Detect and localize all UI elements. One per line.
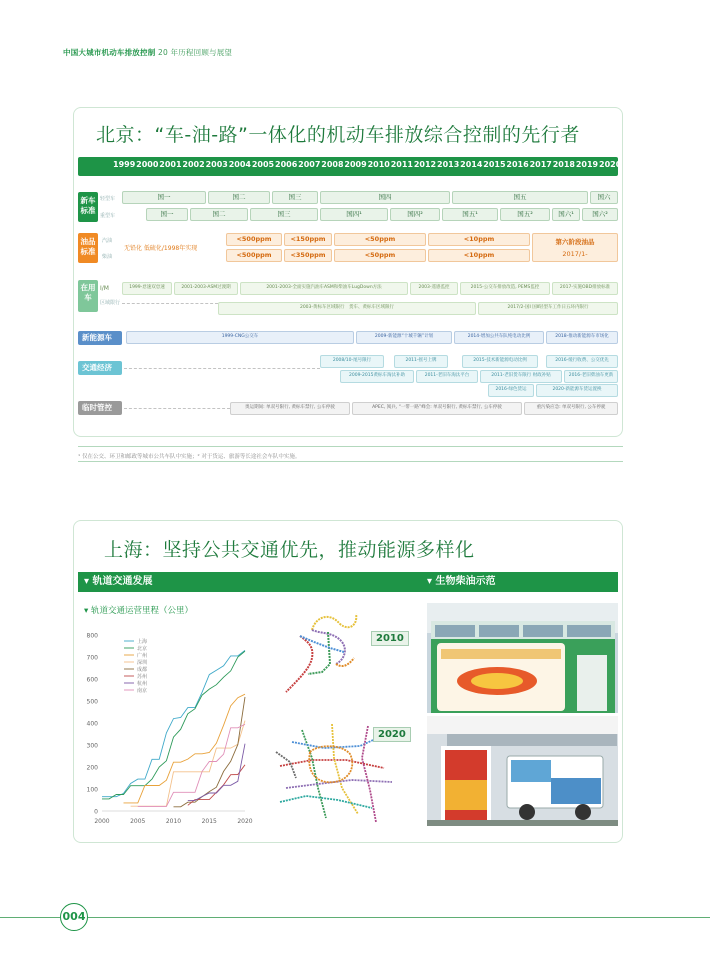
econ-9: 2016-绿色货运 [488, 384, 534, 397]
section-rail-transit: ▾ 轨道交通发展 [78, 572, 423, 592]
diesel-50: <50ppm [334, 249, 426, 262]
temp-3: 重污染应急: 单双号限行, 公车停驶 [524, 402, 618, 415]
econ-10: 2020-新能源车货运置换 [536, 384, 618, 397]
sub-label-light: 轻型车 [100, 196, 116, 202]
year-label: 2000 [136, 160, 159, 169]
year-label: 2015 [483, 160, 506, 169]
section-biodiesel: ▾ 生物柴油示范 [421, 572, 618, 592]
im-5: 2015-公交车排放改造, PEMS监控 [460, 282, 550, 295]
y-tick-label: 500 [86, 698, 98, 706]
im-3: 2001-2003-全面实施汽油车ASM和柴油车LugDown方法 [240, 282, 408, 295]
y-tick-label: 800 [86, 632, 98, 640]
gas-150: <150ppm [284, 233, 332, 246]
nev-2: 2009-新能源“十城千辆”计划 [356, 331, 452, 344]
econ-dash [124, 368, 320, 369]
sub-label-gasoline: 汽油 [102, 238, 113, 244]
year-label: 2010 [367, 160, 390, 169]
zone-2: 2017/2-国Ⅰ 国Ⅱ轻型车工作日五环内限行 [478, 302, 618, 315]
legend-label: 南京 [137, 688, 148, 694]
year-label: 2002 [182, 160, 205, 169]
std-heavy-3: 国三 [250, 208, 318, 221]
std-light-6: 国六 [590, 191, 618, 204]
std-heavy-1: 国一 [146, 208, 188, 221]
series-line-3 [124, 694, 246, 803]
x-tick-label: 2005 [130, 818, 146, 825]
econ-3: 2015-技术新能源电动比例 [462, 355, 538, 368]
sub-label-im: I/M [100, 285, 109, 292]
x-tick-label: 2015 [201, 818, 217, 825]
sub-label-diesel: 柴油 [102, 254, 113, 260]
beijing-footnote: ¹ 仅在公交、环卫和邮政等城市公共车队中实施；² 对于货运、旅游等长途社会车队中实施。 [78, 454, 301, 460]
row-label-nev: 新能源车 [78, 331, 122, 345]
shanghai-title: 上海：坚持公共交通优先，推动能源多样化 [104, 539, 475, 561]
y-tick-label: 300 [86, 742, 98, 750]
rail-mileage-chart [80, 625, 255, 835]
econ-1: 2008/10-尾号限行 [320, 355, 384, 368]
year-label: 2001 [159, 160, 182, 169]
metro-map-2010 [278, 602, 398, 712]
std-heavy-2: 国二 [190, 208, 248, 221]
year-label: 2014 [460, 160, 483, 169]
legend-label: 上海 [137, 639, 148, 645]
y-tick-label: 0 [94, 808, 98, 816]
running-head: 中国大城市机动车排放控制 20 年历程回顾与展望 [63, 48, 233, 57]
page-number: 004 [60, 903, 88, 931]
y-tick-label: 200 [86, 764, 98, 772]
year-label: 2020 [599, 160, 622, 169]
std-heavy-5b: 国五² [500, 208, 550, 221]
y-tick-label: 600 [86, 676, 98, 684]
row-label-fuel: 油品标准 [78, 233, 98, 263]
footer-rule-left [0, 917, 60, 918]
biodiesel-bus-photo [427, 603, 618, 713]
series-line-4 [131, 721, 245, 807]
econ-4: 2016-缓行收费、公交优先 [546, 355, 618, 368]
im-6: 2017-实施OBD排放标准 [552, 282, 618, 295]
nev-3: 2014-增加公共车队纯电动比例 [454, 331, 544, 344]
year-label: 1999 [113, 160, 136, 169]
y-tick-label: 400 [86, 720, 98, 728]
year-label: 2009 [344, 160, 367, 169]
year-label: 2011 [390, 160, 413, 169]
diesel-500: <500ppm [226, 249, 282, 262]
row-label-new-vehicle: 新车标准 [78, 192, 98, 222]
row-label-econ: 交通经济 [78, 361, 122, 375]
year-label: 2006 [275, 160, 298, 169]
im-1: 1999-怠速双怠速 [122, 282, 172, 295]
sub-label-zone: 区域限行 [100, 300, 121, 306]
std-heavy-6b: 国六² [582, 208, 618, 221]
year-label: 2005 [251, 160, 275, 169]
footer-rule-right [88, 917, 710, 918]
sub-label-heavy: 重型车 [100, 213, 116, 219]
footnote-rule-top [78, 446, 623, 447]
year-label: 2019 [575, 160, 599, 169]
zone-dash [122, 303, 218, 304]
map-2020-label: 2020 [373, 727, 411, 742]
gas-50: <50ppm [334, 233, 426, 246]
year-label: 2017 [529, 160, 552, 169]
row-label-inuse: 在用车 [78, 280, 98, 312]
diesel-10: <10ppm [428, 249, 530, 262]
std-heavy-4b: 国四² [390, 208, 440, 221]
im-4: 2003-遥感监控 [410, 282, 458, 295]
footnote-rule-bottom [78, 461, 623, 462]
year-label: 2012 [413, 160, 437, 169]
nev-1: 1999-CNG公交车 [126, 331, 354, 344]
beijing-title: 北京：“车-油-路”一体化的机动车排放综合控制的先行者 [96, 124, 580, 146]
std-light-4: 国四 [320, 191, 450, 204]
year-label: 2004 [228, 160, 251, 169]
legend-label: 广州 [137, 653, 148, 659]
std-heavy-6: 国六¹ [552, 208, 580, 221]
year-label: 2018 [552, 160, 575, 169]
year-label: 2013 [437, 160, 460, 169]
gas-500: <500ppm [226, 233, 282, 246]
stage6-fuel: 第六阶段油品 2017/1- [532, 233, 618, 262]
row-label-temp: 临时管控 [78, 401, 122, 415]
im-2: 2001-2003-ASM过渡期 [174, 282, 238, 295]
biodiesel-station-photo [427, 716, 618, 826]
year-label: 2003 [205, 160, 228, 169]
std-light-5: 国五 [452, 191, 588, 204]
diesel-350: <350ppm [284, 249, 332, 262]
legend-label: 杭州 [137, 681, 148, 687]
rail-chart-heading: ▾ 轨道交通运营里程（公里） [84, 606, 193, 616]
map-2010-label: 2010 [371, 631, 409, 646]
year-label: 2016 [506, 160, 529, 169]
x-tick-label: 2010 [165, 818, 182, 825]
gas-10: <10ppm [428, 233, 530, 246]
lead-free-note: 无铅化 低硫化/1998年实现 [124, 245, 198, 252]
econ-5: 2009-2015黄标车淘汰补助 [340, 370, 414, 383]
x-tick-label: 2000 [94, 818, 110, 825]
y-tick-label: 100 [86, 786, 98, 794]
std-light-3: 国三 [272, 191, 318, 204]
legend-label: 北京 [137, 646, 148, 652]
year-label: 2007 [298, 160, 321, 169]
legend-label: 成都 [137, 667, 148, 673]
series-line-8 [138, 724, 245, 806]
nev-4: 2018-推动新能源车市场化 [546, 331, 618, 344]
temp-2: APEC, 阅兵, “一带一路”峰会: 单双号限行, 黄标车禁行, 公车停驶 [352, 402, 522, 415]
econ-8: 2016-老旧柴油车更新 [564, 370, 618, 383]
legend-label: 苏州 [137, 674, 148, 680]
econ-7: 2011-老旧货车限行 财政补贴 [480, 370, 562, 383]
series-line-1 [102, 650, 245, 796]
std-heavy-4: 国四¹ [320, 208, 388, 221]
legend-label: 深圳 [137, 660, 148, 666]
y-tick-label: 700 [86, 654, 98, 662]
zone-1: 2003-黄标车区域限行 货车、黄标车区域限行 [218, 302, 476, 315]
year-label: 2008 [321, 160, 344, 169]
year-timeline [78, 157, 622, 176]
temp-1: 奥运期间: 单双号限行, 黄标车禁行, 公车停驶 [230, 402, 350, 415]
std-light-1: 国一 [122, 191, 206, 204]
std-heavy-5: 国五¹ [442, 208, 498, 221]
econ-6: 2011-老旧车淘汰平台 [416, 370, 478, 383]
temp-dash [124, 408, 230, 409]
x-tick-label: 2020 [237, 818, 253, 825]
econ-2: 2011-摇号上牌 [394, 355, 448, 368]
std-light-2: 国二 [208, 191, 270, 204]
